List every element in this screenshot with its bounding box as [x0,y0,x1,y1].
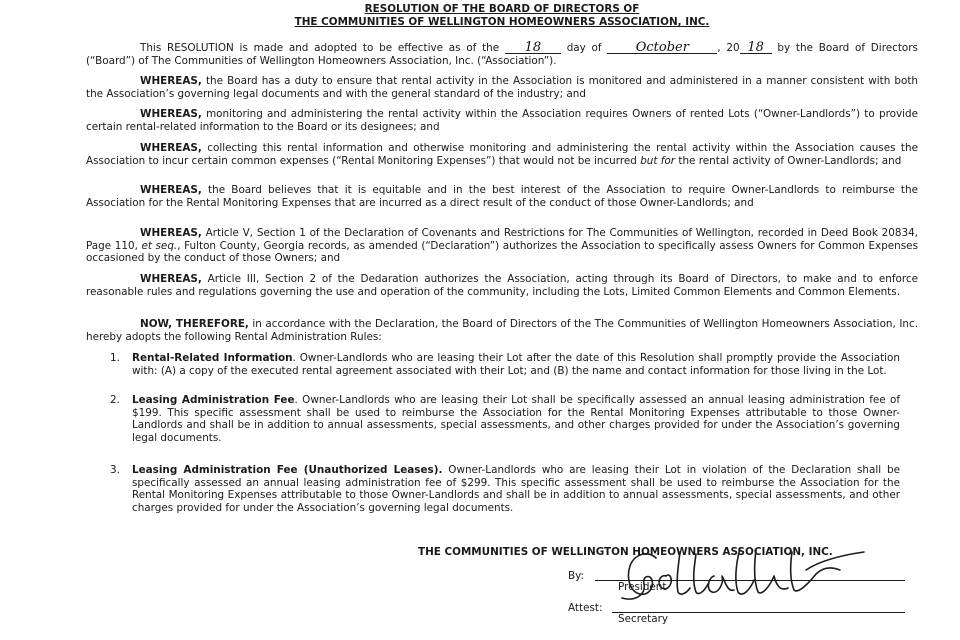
whereas-italic: but for [640,154,676,167]
intro-text-b: day of [566,42,602,54]
by-label: By: [568,570,585,582]
now-therefore-label: NOW, THEREFORE, [140,318,249,330]
intro-text-d: by the Board of Directors (“Board”) of The Communities of Wellington Homeowners Association, Inc. (“Association”). [86,42,918,67]
whereas-text: monitoring and administering the rental activity within the Association requires Owners of rented Lots (“Owner-Landlords”) to provide certain rental-related information to the Board or its designees; and [86,108,918,133]
whereas-text: Article V, Section 1 of the Declaration of Covenants and Restrictions for The Communities of Wellington, recorded in Deed Book 20834, Page 110, [86,227,918,252]
rule-text: . Owner-Landlords who are leasing their Lot after the date of this Resolution shall promptly provide the Association with: (A) a copy of the executed rental agreement associated with their Lot; and (B) the name and contact information for those living in the Lot. [132,352,900,377]
secretary-label: Secretary [618,613,668,625]
now-therefore-paragraph [86,318,918,343]
whereas-italic: et seq. [141,239,178,252]
whereas-text: the Board believes that it is equitable and in the best interest of the Association to require Owner-Landlords to reimburse the Association for the Rental Monitoring Expenses that are incurred as a direct result of the conduct of those Owner-Landlords; and [86,184,918,209]
whereas-label: WHEREAS, [140,184,202,196]
attest-label: Attest: [568,602,603,614]
rule-item-1 [110,352,900,377]
document-title-line1: RESOLUTION OF THE BOARD OF DIRECTORS OF [364,3,640,15]
rule-number: 3. [110,464,120,476]
handwritten-signature-icon [578,540,878,608]
now-therefore-text: in accordance with the Declaration, the Board of Directors of the The Communities of Wellington Homeowners Association, Inc. hereby adopts the following Rental Administration Rules: [86,318,918,343]
rule-title: Leasing Administration Fee (Unauthorized Leases). [132,464,443,476]
document-title-line2: THE COMMUNITIES OF WELLINGTON HOMEOWNERS ASSOCIATION, INC. [294,16,710,28]
whereas-text: collecting this rental information and otherwise monitoring and administering the rental activity within the Association causes the Association to incur certain common expenses (“Rental Monitoring Expenses”) that would not be incurred [86,142,918,167]
intro-paragraph [86,42,918,67]
rule-number: 2. [110,394,120,406]
whereas-paragraph-4 [86,184,918,209]
rule-title: Rental-Related Information [132,352,293,364]
whereas-text: the Board has a duty to ensure that rental activity in the Association is monitored and administered in a manner consistent with both the Association’s governing legal documents and with the general standard of the industry; and [86,75,919,100]
whereas-paragraph-3 [86,142,918,167]
month-handwritten: October [607,42,717,54]
whereas-label: WHEREAS, [140,142,202,154]
signature-org-name: THE COMMUNITIES OF WELLINGTON HOMEOWNERS ASSOCIATION, INC. [418,546,833,558]
whereas-text: the rental activity of Owner-Landlords; and [678,154,902,167]
intro-text-a: This RESOLUTION is made and adopted to be effective as of the [140,42,500,54]
whereas-label: WHEREAS, [140,108,202,120]
year-handwritten: 18 [740,42,772,54]
day-handwritten: 18 [505,42,561,54]
whereas-paragraph-1 [86,75,918,100]
rule-title: Leasing Administration Fee [132,394,295,406]
whereas-label: WHEREAS, [140,273,202,285]
whereas-label: WHEREAS, [140,75,202,87]
president-label: President [618,581,667,593]
whereas-paragraph-5 [86,227,918,265]
whereas-paragraph-2 [86,108,918,133]
rule-number: 1. [110,352,120,364]
rule-item-2 [110,394,900,444]
rule-item-3 [110,464,900,514]
whereas-text: Article III, Section 2 of the Dedaration authorizes the Association, acting through its Board of Directors, to make and to enforce reasonable rules and regulations governing the use and operation of the community, including the Lots, Limited Common Elements and Common Elements. [86,273,918,298]
whereas-label: WHEREAS, [140,227,202,239]
rule-text: . Owner-Landlords who are leasing their Lot shall be specifically assessed an annual leasing administration fee of $199. This specific assessment shall be used to reimburse the Association for the Rental Monitoring Expenses attributable to those Owner-Landlords and shall be in addition to annual assessments, special assessments, and other charges provided for under the Association’s governing legal documents. [132,394,900,444]
intro-text-c: , 20 [717,42,740,54]
whereas-text: , Fulton County, Georgia records, as amended (“Declaration”) authorizes the Association to specifically assess Owners for Common Expenses occasioned by the conduct of those Owners; and [86,239,918,265]
whereas-paragraph-6 [86,273,918,298]
rule-text: Owner-Landlords who are leasing their Lot in violation of the Declaration shall be specifically assessed an annual leasing administration fee of $299. This specific assessment shall be used to reimburse the Association for the Rental Monitoring Expenses attributable to those Owner-Landlords and shall be in addition to annual assessments, special assessments, and other charges provided for under the Association’s governing legal documents. [132,464,901,514]
